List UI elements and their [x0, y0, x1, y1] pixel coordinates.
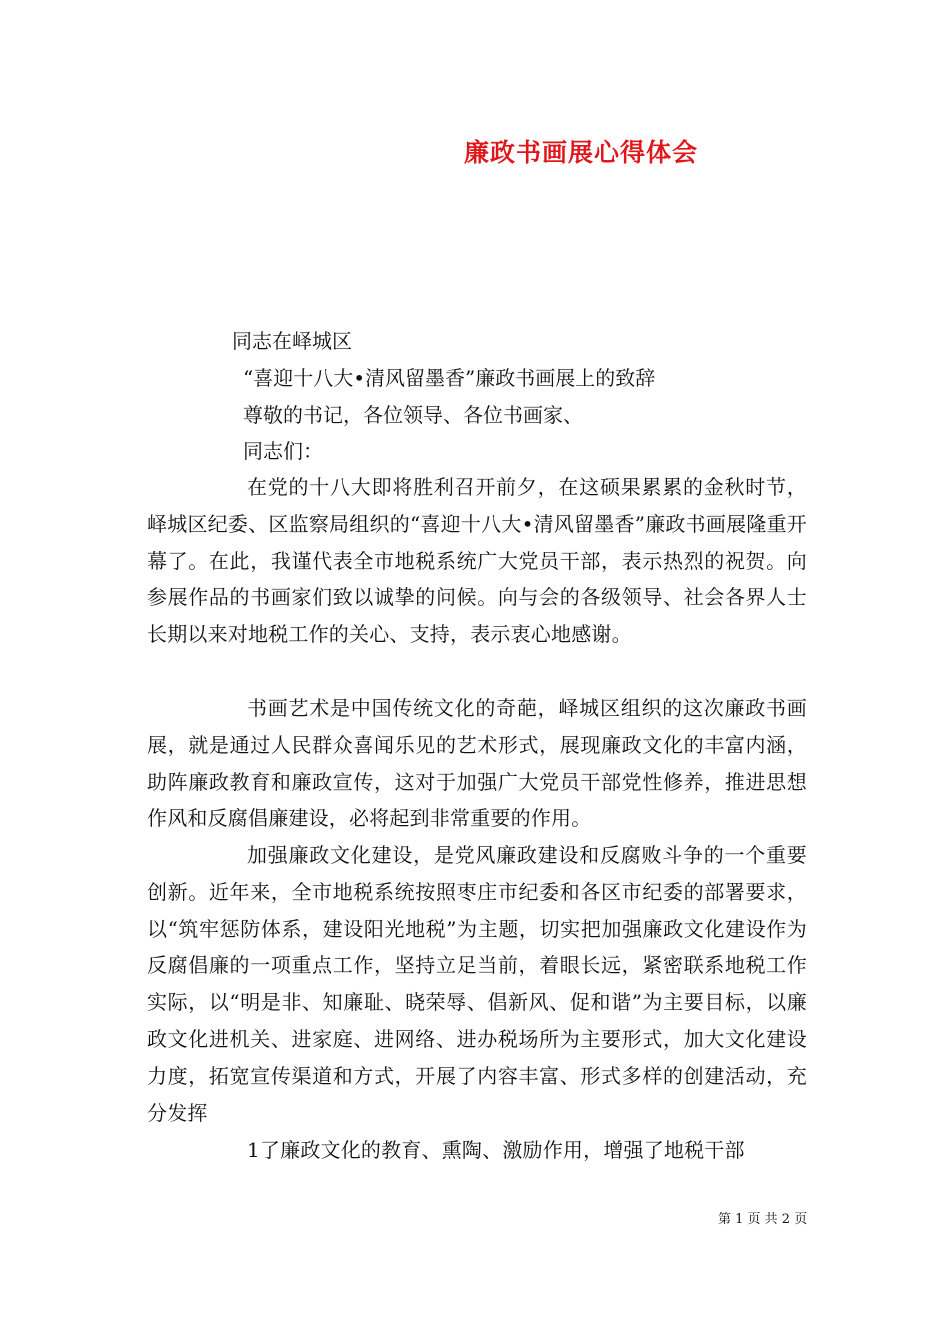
- body-paragraph-2: 书画艺术是中国传统文化的奇葩，峄城区组织的这次廉政书画展，就是通过人民群众喜闻乐见的艺术形式，展现廉政文化的丰富内涵，助阵廉政教育和廉政宣传，这对于加强广大党员干部党性修养，推进思想作风和反腐倡廉建设，必将起到非常重要的作用。: [147, 696, 807, 831]
- salutation-line-1: 尊敬的书记，各位领导、各位书画家、: [243, 403, 583, 427]
- salutation-line-2: 同志们：: [243, 439, 323, 463]
- page-title: 廉政书画展心得体会: [463, 138, 698, 167]
- intro-line-1: 同志在峄城区: [232, 329, 352, 353]
- page-number-footer: 第 1 页 共 2 页: [718, 1212, 808, 1227]
- body-paragraph-3: 加强廉政文化建设，是党风廉政建设和反腐败斗争的一个重要创新。近年来，全市地税系统按照枣庄市纪委和各区市纪委的部署要求，以“筑牢惩防体系，建设阳光地税”为主题，切实把加强廉政文化建设作为反腐倡廉的一项重点工作，坚持立足当前，着眼长远，紧密联系地税工作实际，以“明是非、知廉耻、晓荣辱、倡新风、促和谐”为主要目标，以廉政文化进机关、进家庭、进网络、进办税场所为主要形式，加大文化建设力度，拓宽宣传渠道和方式，开展了内容丰富、形式多样的创建活动，充分发挥: [147, 843, 807, 1125]
- intro-line-2: “喜迎十八大•清风留墨香”廉政书画展上的致辞: [243, 366, 656, 390]
- body-paragraph-4: 1了廉政文化的教育、熏陶、激励作用，增强了地税干部: [247, 1138, 745, 1162]
- body-paragraph-1: 在党的十八大即将胜利召开前夕，在这硕果累累的金秋时节，峄城区纪委、区监察局组织的“喜迎十八大•清风留墨香”廉政书画展隆重开幕了。在此，我谨代表全市地税系统广大党员干部，表示热烈的祝贺。向参展作品的书画家们致以诚挚的问候。向与会的各级领导、社会各界人士长期以来对地税工作的关心、支持，表示衷心地感谢。: [147, 475, 807, 647]
